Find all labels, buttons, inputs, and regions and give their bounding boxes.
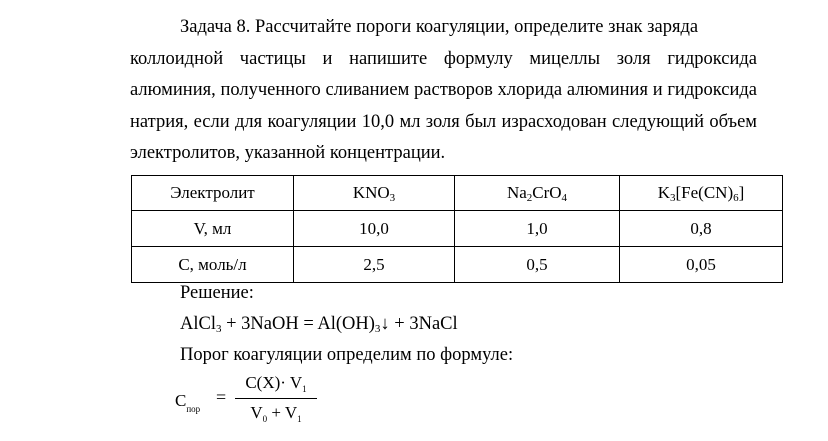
electrolyte-table — [131, 175, 783, 283]
task-first-line: Задача 8. Рассчитайте пороги коагуляции, определите знак заряда — [180, 17, 699, 37]
fraction-bar — [235, 398, 317, 399]
table-row — [132, 211, 783, 247]
formula-lhs: $C_{пор}$ — [175, 391, 201, 414]
solution-heading: Решение: — [180, 283, 254, 303]
header-electrolyte: Электролит — [132, 176, 294, 211]
formula-equals: = — [216, 387, 227, 407]
table-cell: 1,0 — [455, 211, 620, 247]
table-cell: 0,8 — [620, 211, 783, 247]
row-label: С, моль/л — [132, 247, 294, 283]
table-cell: 10,0 — [294, 211, 455, 247]
table-cell: 0,5 — [455, 247, 620, 283]
task-body: коллоидной частицы и напишите формулу мицеллы золя гидроксида алюминия, полученного сливанием растворов хлорида алюминия и гидроксида натрия, если для коагуляции 10,0 мл золя был израсходован следующий объем электролитов, указанной концентрации. — [130, 48, 757, 163]
formula-denominator: $V_0 + V_1$ — [250, 403, 302, 424]
table-header-row — [132, 176, 783, 211]
table-cell: 0,05 — [620, 247, 783, 283]
table-cell: 2,5 — [294, 247, 455, 283]
formula-intro: Порог коагуляции определим по формуле: — [180, 345, 514, 365]
header-na2cro4: $Na_2CrO_4$ — [455, 176, 620, 211]
task-text — [130, 12, 757, 170]
header-kno3: $KNO_3$ — [294, 176, 455, 211]
header-k3fecn6: $K_3[Fe(CN)_6]$ — [620, 176, 783, 211]
table-row — [132, 247, 783, 283]
formula-numerator: $C(X)\cdot V_1$ — [245, 373, 307, 394]
reaction-equation: AlCl$_3$ + 3NaOH = $Al(OH)_3↓$ + 3NaCl — [180, 314, 458, 335]
coagulation-threshold-formula — [175, 373, 345, 433]
row-label: V, мл — [132, 211, 294, 247]
